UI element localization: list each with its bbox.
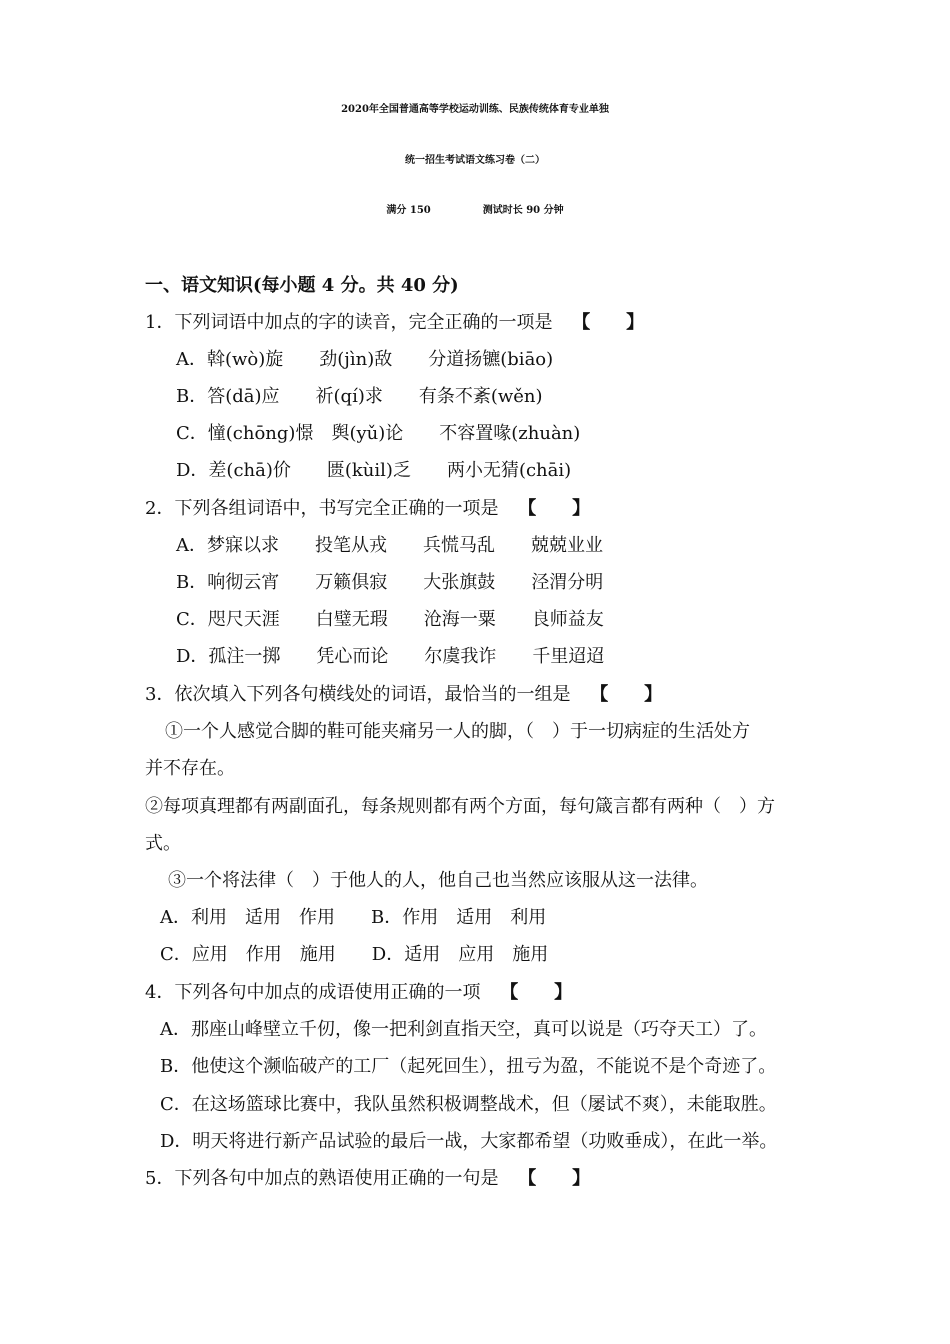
answer-bracket: 【 】 [572, 312, 645, 333]
question-3-options-ab: A．利用 适用 作用 B．作用 适用 利用 [160, 907, 547, 928]
section-heading: 一、语文知识(每小题 4 分。共 40 分) [145, 275, 459, 296]
test-duration: 测试时长 90 分钟 [482, 205, 564, 216]
question-2-option-a: A．梦寐以求 投笔从戎 兵慌马乱 兢兢业业 [176, 535, 603, 556]
question-4-option-a: A．那座山峰壁立千仞，像一把利剑直指天空，真可以说是（巧夺天工）了。 [160, 1019, 767, 1040]
question-4-option-d: D．明天将进行新产品试验的最后一战，大家都希望（功败垂成），在此一举。 [160, 1131, 778, 1152]
question-3-sentence-1: ①一个人感觉合脚的鞋可能夹痛另一人的脚，（ ）于一切病症的生活处方 [165, 721, 750, 742]
question-5-stem [145, 1168, 590, 1190]
question-stem-text: 1．下列词语中加点的字的读音，完全正确的一项是 [145, 312, 553, 333]
question-3-sentence-2: ②每项真理都有两副面孔，每条规则都有两个方面，每句箴言都有两种（ ）方 [145, 796, 775, 817]
question-2-option-b: B．响彻云宵 万籁俱寂 大张旗鼓 泾渭分明 [176, 572, 604, 593]
question-4-stem [145, 982, 572, 1004]
question-stem-text: 2．下列各组词语中，书写完全正确的一项是 [145, 498, 499, 519]
question-4-option-c: C．在这场篮球比赛中，我队虽然积极调整战术，但（屡试不爽），未能取胜。 [160, 1094, 777, 1115]
exam-title-line2: 统一招生考试语文练习卷（二） [405, 155, 545, 166]
question-4-option-b: B．他使这个濒临破产的工厂（起死回生），扭亏为盈，不能说不是个奇迹了。 [160, 1056, 777, 1077]
exam-title-line1: 2020年全国普通高等学校运动训练、民族传统体育专业单独 [341, 104, 609, 115]
question-1-option-d: D．差(chā)价 匮(kùil)乏 两小无猜(chāi) [176, 460, 572, 481]
answer-bracket: 【 】 [500, 982, 573, 1003]
question-3-stem [145, 684, 662, 706]
full-score: 满分 150 [386, 205, 431, 216]
question-stem-text: 5．下列各句中加点的熟语使用正确的一句是 [145, 1168, 499, 1189]
question-1-option-a: A．斡(wò)旋 劲(jìn)敌 分道扬镳(biāo) [176, 349, 554, 370]
question-1-option-c: C．憧(chōng)憬 舆(yǔ)论 不容置喙(zhuàn) [176, 423, 581, 444]
question-1-option-b: B．答(dā)应 祈(qí)求 有条不紊(wěn) [176, 386, 543, 407]
question-3-sentence-1-cont: 并不存在。 [145, 758, 235, 779]
question-3-sentence-2-cont: 式。 [145, 833, 181, 854]
answer-bracket: 【 】 [518, 1168, 591, 1189]
question-3-sentence-3: ③一个将法律（ ）于他人的人，他自己也当然应该服从这一法律。 [168, 870, 708, 891]
question-3-options-cd: C．应用 作用 施用 D．适用 应用 施用 [160, 944, 549, 965]
answer-bracket: 【 】 [518, 498, 591, 519]
question-2-stem [145, 498, 590, 520]
answer-bracket: 【 】 [590, 684, 663, 705]
question-stem-text: 4．下列各句中加点的成语使用正确的一项 [145, 982, 481, 1003]
question-stem-text: 3．依次填入下列各句横线处的词语，最恰当的一组是 [145, 684, 571, 705]
question-1-stem [145, 312, 644, 334]
exam-meta-line [0, 196, 950, 226]
question-2-option-d: D．孤注一掷 凭心而论 尔虞我诈 千里迢迢 [176, 646, 605, 667]
question-2-option-c: C．咫尺天涯 白璧无瑕 沧海一粟 良师益友 [176, 609, 604, 630]
